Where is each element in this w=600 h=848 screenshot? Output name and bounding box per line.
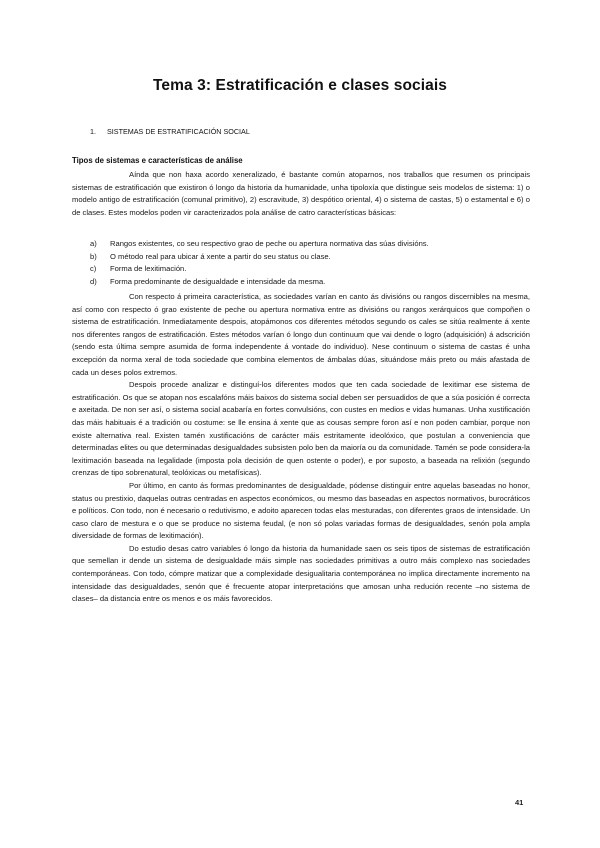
characteristics-list: [90, 238, 530, 288]
intro-paragraph-block: [72, 169, 530, 219]
list-marker: d): [90, 276, 97, 286]
intro-paragraph: Aínda que non haxa acordo xeneralizado, é bastante común atoparnos, nos traballos que resumen os principais sistemas de estratificación que existiron ó longo da historia da humanidade, unha tipoloxía que distingue seis modelos de sistema: 1) o modelo antigo de estratificación (comunal primitivo), 2) escravitude, 3) despótico oriental, 4) o sistema de castas, 5) o estamental e 6) o de clases. Estes modelos poden vir caracterizados pola análise de catro características básicas:: [72, 170, 530, 217]
paragraph: Con respecto á primeira característica, as sociedades varían en canto ás divisións ou rangos discernibles na mesma, así como con respecto ó grao existente de peche ou apertura normativa entre as divisións ou rangos xerárquicos que compoñen o sistema de estratificación. Inmediatamente despois, atopámonos cos diferentes métodos segundo os cales se sitúa realmente á xente nos diferentes rangos de estratificación. Estes métodos varían ó longo dun continuum que vai dende o logro (adquisición) á adscrición (sendo esta última sempre asumida de forma independente á vontade do individuo). Nese continuum o sistema de castas é unha excepción da norma xeral de toda sociedade que combina elementos de ámbalas dúas, situándose máis preto ou máis afastada de cada un deses polos extremos.: [72, 292, 530, 377]
list-marker: c): [90, 264, 97, 274]
list-item: [90, 251, 530, 264]
list-item: [90, 276, 530, 289]
body-paragraphs: [72, 291, 530, 606]
paragraph: Do estudio desas catro variables ó longo da historia da humanidade saen os seis tipos de sistemas de estratificación que semellan ir dende un sistema de desigualdade máis simple nas sociedades primitivas a outro máis complexo nas sociedades contemporáneas. Con todo, cómpre matizar que a complexidade desigualitaria contemporánea no implica directamente incremento na intensidade das desigualdades, senón que é frecuente atopar interpretacións que amosan unha redución recente –no sistema de clases– da distancia entre os menos e os máis favorecidos.: [72, 543, 530, 604]
list-item: [90, 238, 530, 251]
list-item-text: Rangos existentes, co seu respectivo grao de peche ou apertura normativa das súas divisións.: [110, 239, 429, 248]
list-item-text: Forma predominante de desigualdade e intensidade da mesma.: [110, 276, 326, 286]
paragraph: Por último, en canto ás formas predominantes de desigualdade, pódense distinguir entre aquelas baseadas no honor, status ou prestixio, daquelas outras centradas en aspectos económicos, ou mesmo das baseadas en aspectos normativos, burocráticos e políticos. Con todo, non é necesario o redutivismo, e adoito aparecen todas elas mesturadas, con diferentes graos de intensidade. Un caso claro de mestura e o que se produce no sistema feudal, (e non só polas variadas formas de desigualdades, senón pola ampla diversidade de formas de lexitimación).: [72, 480, 530, 541]
list-item-text: O método real para ubicar á xente a partir do seu status ou clase.: [110, 251, 331, 261]
paragraph: Despois procede analizar e distinguí-los diferentes modos que ten cada sociedade de lexitimar ese sistema de estratificación. Os que se atopan nos escalafóns máis baixos do sistema social deben ser persuadidos de que a súa posición é correcta e axeitada. De non ser así, o sistema social acabaría en fortes convulsións, con custes en medios e vidas humanas. Unha xustificación das máis habituais é a tradición ou costume: se lle ensina á xente que as cousas sempre foron así e non poden cambiar, porque non existe alternativa real. Existen tamén xustificacións de carácter máis estritamente ideolóxico, que postulan a conveniencia que determinadas elites ou que determinadas desigualdades subsisten polo ben da maioría ou da comunidade. Tamén se pode considera-la lexitimación baseada na legalidade (imposta pola decisión de quen ostente o poder), e por suposto, a baseada na relixión (segundo crenzas de tipo sobrenatural, teolóxicas ou metafísicas).: [72, 380, 530, 478]
page-title: Tema 3: Estratificación e clases sociais: [152, 77, 448, 94]
page-number: 41: [515, 798, 524, 807]
list-marker: b): [90, 251, 97, 261]
list-item-text: Forma de lexitimación.: [110, 264, 187, 274]
list-marker: a): [90, 239, 97, 248]
list-item: [90, 263, 530, 276]
section-number: 1.: [90, 127, 96, 136]
subheading: Tipos de sistemas e características de análise: [72, 156, 243, 165]
section-heading-text: SISTEMAS DE ESTRATIFICACIÓN SOCIAL: [107, 127, 250, 136]
section-heading: [90, 127, 250, 136]
